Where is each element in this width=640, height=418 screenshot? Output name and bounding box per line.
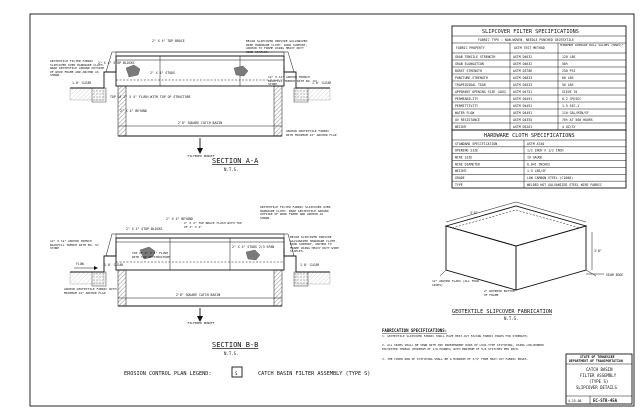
sa-top-brace-label: 2" X 4" TOP BRACE	[152, 39, 185, 43]
hw-cell-property: GRADE	[455, 176, 465, 181]
sa-basin-width: 2'8" SQUARE CATCH BASIN	[178, 121, 223, 125]
slip-cell-property: PERMITTIVITY	[455, 103, 479, 108]
sb-anchor-left-label: ANCHOR GEOTEXTILE FABRIC WITH MINIMUM 12" ANCHOR FLAP	[64, 288, 117, 295]
fab-seam-label: SEAM EDGE	[606, 273, 624, 277]
sb-top-flush-wrap	[132, 252, 176, 266]
slip-header-marv: MINIMUM AVERAGE ROLL VALUES (MARV)*	[560, 44, 624, 47]
slip-cell-value: 50 LBS	[562, 82, 574, 87]
slip-cell-property: UV RESISTANCE	[455, 117, 480, 122]
agency-line2: DEPARTMENT OF TRANSPORTATION	[569, 359, 623, 363]
sa-below-slipcover-wrap	[246, 40, 310, 64]
sb-anchor-left-wrap	[64, 288, 120, 302]
slipcover-subtitle: FABRIC TYPE : NON-WOVEN, NEEDLE PUNCHED GEOTEXTILE	[478, 38, 574, 42]
sb-basin-width: 2'8" SQUARE CATCH BASIN	[176, 293, 221, 297]
slip-cell-value: 70% AT 500 HOURS	[562, 117, 593, 122]
slip-cell-method: ASTM D4632	[513, 61, 533, 66]
sb-below-slipcover-wrap	[290, 236, 340, 260]
slip-cell-property: TRAPEZOIDAL TEAR	[455, 82, 486, 87]
sb-clear-left: 1.0' CLEAR	[104, 263, 124, 267]
hw-cell-property: OPENING SIZE	[455, 148, 479, 153]
slip-cell-property: PERMEABILITY	[455, 96, 479, 101]
sa-geotextile-left-wrap	[50, 60, 106, 90]
hw-cell-property: WIRE SIZE	[455, 155, 473, 160]
slip-cell-property: BURST STRENGTH	[455, 68, 482, 73]
slip-cell-property: PUNCTURE STRENGTH	[455, 75, 488, 80]
spec-item-2: 2. ALL SEAMS SHALL BE SEWN WITH TWO INDEPENDENT ROWS OF LOCK-TYPE STITCHING, USING LOW-BONDED POLYESTER THREAD (MINIMUM OF 1/8 POUNDS) WITH MINIMUM OF 5/4 STITCHES PER INCH.	[382, 344, 544, 351]
title-line1: CATCH BASIN	[586, 367, 613, 372]
slip-cell-value: 0.2 CM/SEC	[562, 96, 582, 101]
specs-title: FABRICATION SPECIFICATIONS:	[382, 328, 448, 333]
sb-geotextile-right-label: GEOTEXTILE FILTER FABRIC SLIPCOVER OVER HARDWARE CLOTH. WRAP GEOTEXTILE AROUND OUTSIDE OF WOOD FRAME AND ANCHOR AS SHOWN.	[260, 206, 331, 220]
legend-label: EROSION CONTROL PLAN LEGEND:	[124, 371, 212, 377]
fab-dim-side: 3'8"	[594, 249, 602, 253]
slip-cell-property: WEIGHT	[455, 124, 467, 129]
sa-anchor-right-label: ANCHOR GEOTEXTILE FABRIC WITH MINIMUM 12" ANCHOR FLAP	[286, 130, 337, 137]
sheet-number: EC-STR-45A	[593, 398, 618, 403]
slip-cell-value: SIEVE 70	[562, 89, 578, 94]
fab-bottom-wrap	[484, 290, 520, 302]
spec-1-wrap	[382, 335, 558, 343]
fabrication-drawing	[440, 202, 604, 290]
sb-stop-blocks-label: 2" X 4" STOP BLOCKS	[126, 227, 163, 231]
fabrication-title: GEOTEXTILE SLIPCOVER FABRICATION	[452, 309, 552, 315]
slip-cell-method: ASTM D4491	[513, 110, 533, 115]
sa-geotextile-left-label: GEOTEXTILE FILTER FABRIC SLIPCOVER OVER HARDWARE CLOTH. WRAP GEOTEXTILE AROUND OUTSIDE OF WOOD FRAME AND ANCHOR AS SHOWN.	[50, 60, 105, 78]
hw-cell-property: WEIGHT	[455, 169, 467, 174]
hw-cell-property: WIRE DIAMETER	[455, 162, 480, 167]
slip-cell-method: ASTM D4833	[513, 75, 533, 80]
hw-cell-value: 19 GAUGE	[527, 155, 543, 160]
sa-beyond-label: 2" X 4" BEYOND	[120, 109, 147, 113]
slip-cell-method: ASTM D4491	[513, 96, 533, 101]
slip-header-method: ASTM TEST METHOD	[514, 46, 545, 50]
section-b-title: SECTION B-B	[212, 341, 259, 349]
section-b-scale: N.T.S.	[224, 351, 239, 356]
hw-cell-value: 1.5 LBS/SF	[527, 169, 547, 174]
title-line3: (TYPE S)	[589, 379, 609, 384]
sb-top-flush-label: TOP OF 2" X 4" FLUSH WITH TOP OF STRUCTURE	[132, 252, 170, 259]
sb-below-slipcover-label: BELOW SLIPCOVER PROVIDE GALVANIZED HARDWARE CLOTH. WOOD SUPPORT, ANCHOR TO FRAME USING HEAVY DUTY WIRE STAPLES.	[290, 236, 339, 254]
slipcover-title: SLIPCOVER FILTER SPECIFICATIONS	[482, 29, 579, 35]
agency-line1: STATE OF TENNESSEE	[580, 355, 615, 359]
slip-cell-property: APPARENT OPENING SIZE (AOS)	[455, 89, 507, 94]
slip-cell-value: 4 OZ/SY	[562, 124, 576, 129]
slip-cell-value: 250 PSI	[562, 68, 576, 73]
slip-cell-method: ASTM D4533	[513, 82, 533, 87]
sb-beyond-label: 2" X 4" BEYOND	[166, 217, 193, 221]
sb-geotextile-right-wrap	[260, 206, 332, 232]
hw-cell-value: 1/2 INCH X 1/2 INCH	[527, 148, 564, 153]
fab-dim-top: 3'8"	[470, 211, 478, 215]
fab-bottom-label: 2" REVERSE BOTTOM OF FRAME	[484, 290, 515, 297]
sa-filtered-runoff: FILTERED RUNOFF	[187, 155, 215, 158]
title-line4: SLIPCOVER DETAILS	[576, 385, 617, 390]
slip-cell-method: ASTM D4355	[513, 117, 533, 122]
hw-cell-value: LOW CARBON STEEL (C1008)	[527, 176, 574, 181]
sa-studs-label: 2" X 4" STUDS	[150, 71, 175, 75]
title-date: 4-15-08	[568, 399, 582, 403]
slip-header-property: FABRIC PROPERTY	[456, 46, 485, 50]
sa-below-slipcover-label: BELOW SLIPCOVER PROVIDE GALVANIZED WIRE HARDWARE CLOTH. WOOD SUPPORT, ANCHOR TO FRAME USING HEAVY DUTY WIRE STAPLES.	[246, 40, 308, 54]
hw-cell-value: 0.041 INCHES	[527, 162, 551, 167]
sa-anchor-right-wrap	[286, 130, 338, 146]
sb-trench-label: 12" X 12" ANCHOR TRENCH BACKFILL TRENCH WITH NO. 57 STONE	[50, 240, 99, 251]
fab-flaps-label: 12" ANCHOR FLAPS (ALL FOUR SIDES)	[432, 280, 479, 287]
spec-item-3: 3. THE COVER ROW OF STITCHING SHALL BE A MINIMUM OF 3/4" FROM HEAT-CUT FABRIC EDGES.	[382, 358, 529, 361]
sa-trench-wrap	[268, 76, 318, 90]
slip-cell-property: WATER FLOW	[455, 110, 475, 115]
sa-clear-right: 1.0' CLEAR	[312, 81, 332, 85]
slip-cell-value: 120 LBS	[562, 54, 576, 59]
slip-cell-method: ASTM D3786	[513, 68, 533, 73]
fab-flaps-wrap	[432, 280, 484, 292]
legend-symbol: S	[235, 371, 238, 376]
sb-studs-label: 2" X 4" STUDS 2/3 SPAN	[232, 245, 275, 249]
sb-clear-right: 1.0' CLEAR	[300, 263, 320, 267]
slip-cell-value: 1.5 SEC-1	[562, 103, 580, 108]
sb-top-brace-label: 2" X 4" TOP BRACE FLUSH WITH TOP OF 2" X 4"	[184, 222, 242, 229]
slip-cell-value: 50%	[562, 61, 568, 66]
slip-cell-method: ASTM D4632	[513, 54, 533, 59]
sa-trench-label: 12" X 12" ANCHOR TRENCH BACKFILL TRENCH WITH NO. 57 STONE	[268, 76, 317, 87]
sb-filtered-wrap	[186, 322, 216, 332]
slip-cell-property: GRAB TENSILE STRENGTH	[455, 54, 496, 59]
sb-filtered-runoff: FILTERED RUNOFF	[187, 322, 215, 325]
slip-cell-value: 110 GAL/MIN/SF	[562, 110, 589, 115]
hw-cell-value: ASTM A740	[527, 141, 545, 146]
fabrication-scale: N.T.S.	[504, 316, 519, 321]
legend-desc: CATCH BASIN FILTER ASSEMBLY (TYPE S)	[258, 371, 371, 377]
sb-flow-label: FLOW	[76, 262, 84, 266]
hardware-title: HARDWARE CLOTH SPECIFICATIONS	[484, 133, 575, 139]
spec-item-1: 1. GEOTEXTILE SLIPCOVER FABRIC SHALL HAVE HEAT-CUT FACING FABRIC EDGES FOR STRENGTH.	[382, 335, 529, 338]
hw-cell-value: WELDED HOT GALVANIZED STEEL WIRE FABRIC	[527, 182, 602, 187]
slip-cell-property: GRAB ELONGATION	[455, 61, 484, 66]
slip-cell-method: ASTM D5261	[513, 124, 533, 129]
slip-header-marv-wrap	[560, 44, 624, 53]
sa-stop-blocks-label: 2" X 4" STOP BLOCKS	[98, 61, 135, 65]
spec-3-wrap	[382, 358, 558, 366]
slip-cell-method: ASTM D4751	[513, 89, 533, 94]
section-a-scale: N.T.S.	[224, 167, 239, 172]
sb-top-brace-wrap	[184, 222, 244, 234]
slip-cell-method: ASTM D4491	[513, 103, 533, 108]
sa-clear-left: 1.0' CLEAR	[72, 81, 92, 85]
sb-trench-wrap	[50, 240, 100, 258]
title-line2: FILTER ASSEMBLY	[580, 373, 617, 378]
hw-cell-property: TYPE	[455, 182, 463, 187]
hw-cell-property: STANDARD SPECIFICATION	[455, 141, 498, 146]
slip-cell-value: 60 LBS	[562, 75, 574, 80]
sa-top-flush-label: TOP OF 2" X 4" FLUSH WITH TOP OF STRUCTURE	[110, 95, 191, 99]
spec-2-wrap	[382, 344, 558, 356]
section-a-title: SECTION A-A	[212, 157, 259, 165]
